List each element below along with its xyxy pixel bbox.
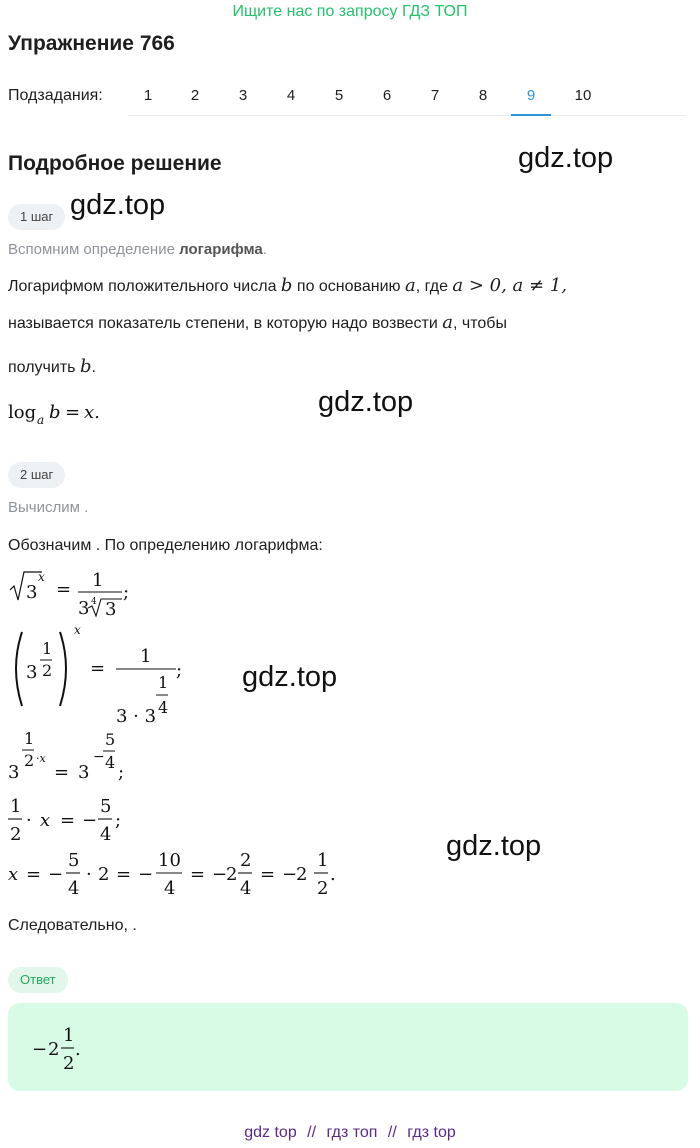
tab-4[interactable]: 4: [286, 87, 296, 104]
step-1-hint-bold: логарифма: [179, 241, 263, 258]
period: .: [330, 864, 336, 885]
minus: −: [32, 1039, 48, 1060]
tab-7[interactable]: 7: [430, 87, 440, 104]
frac-den: 2: [10, 824, 22, 845]
minus: −: [212, 864, 228, 885]
footer-link[interactable]: гдз топ: [326, 1124, 378, 1141]
footer-link[interactable]: gdz top: [244, 1124, 297, 1141]
frac-den: 2: [63, 1053, 75, 1074]
equation-5: [8, 848, 348, 902]
subtasks-tabs: [128, 78, 686, 116]
watermark: gdz.top: [70, 189, 166, 221]
minus: −: [138, 864, 154, 885]
root-index: 4: [91, 597, 97, 607]
numerator: 1: [140, 646, 152, 667]
frac-num: 5: [100, 796, 112, 817]
log-text: log: [8, 402, 37, 423]
eq-sign: =: [90, 658, 106, 679]
exp-num: 5: [105, 730, 116, 749]
eq-sign: =: [60, 810, 76, 831]
answer-value: [32, 1024, 102, 1074]
minus: −: [48, 864, 64, 885]
dot: ·: [86, 864, 92, 885]
denominator: 3 · 3: [116, 706, 157, 727]
frac-num: 2: [240, 850, 252, 871]
whole: 2: [48, 1039, 60, 1060]
tab-8[interactable]: 8: [478, 87, 488, 104]
tab-10[interactable]: 10: [574, 87, 592, 104]
page-title: Упражнение 766: [8, 32, 175, 55]
step-1-hint-suffix: .: [262, 241, 267, 258]
minus: −: [282, 864, 298, 885]
tab-2[interactable]: 2: [190, 87, 200, 104]
math-condition: a > 0, a ≠ 1,: [452, 275, 567, 296]
subtasks-label: Подзадания:: [8, 87, 103, 104]
text: по основанию: [292, 278, 405, 295]
tab-5[interactable]: 5: [334, 87, 344, 104]
frac-den: 4: [100, 824, 112, 845]
dot: ·: [26, 810, 32, 831]
step-2-hint: Вычислим .: [8, 499, 89, 516]
step-1-badge: 1 шаг: [8, 204, 65, 230]
eq-sign: =: [56, 579, 72, 600]
base-3: 3: [8, 762, 20, 783]
equation-3: [8, 728, 158, 788]
watermark: gdz.top: [446, 830, 542, 862]
definition-line-1: [8, 276, 567, 297]
log-arg: b: [49, 402, 61, 423]
step-1-hint: [8, 241, 267, 258]
text: , чтобы: [453, 315, 507, 332]
numerator: 1: [92, 570, 104, 591]
var-x: x: [40, 810, 51, 831]
semicolon: ;: [176, 660, 183, 681]
eq-sign: =: [260, 864, 276, 885]
text: Логарифмом положительного числа: [8, 278, 281, 295]
period: .: [75, 1039, 81, 1060]
tab-1[interactable]: 1: [143, 87, 153, 104]
equation-1: [8, 566, 148, 624]
step-2-badge: 2 шаг: [8, 462, 65, 488]
frac-num: 1: [10, 796, 22, 817]
whole: 2: [296, 864, 308, 885]
exp-den: 2: [42, 661, 53, 680]
log-result: x.: [84, 402, 100, 423]
eq-sign: =: [116, 864, 132, 885]
frac-num: 1: [63, 1025, 75, 1046]
log-base: a: [37, 413, 45, 427]
step-1-hint-prefix: Вспомним определение: [8, 241, 180, 258]
exp-x: ·x: [36, 752, 46, 765]
math-var: b: [79, 356, 92, 377]
footer-separator: //: [307, 1124, 317, 1141]
exp-den: 4: [158, 698, 169, 717]
footer-links: [0, 1124, 700, 1142]
equation-2: [8, 622, 198, 728]
answer-badge: Ответ: [8, 967, 68, 993]
eq-sign: =: [26, 864, 42, 885]
tab-9[interactable]: 9: [511, 78, 551, 116]
number: 2: [98, 864, 110, 885]
watermark: gdz.top: [518, 142, 614, 174]
minus: −: [82, 810, 98, 831]
whole: 2: [226, 864, 238, 885]
frac-num: 5: [68, 850, 80, 871]
exponent-x: x: [74, 623, 81, 637]
base-3: 3: [26, 662, 38, 683]
exp-den: 4: [105, 753, 116, 772]
equation-4: [8, 794, 148, 848]
math-var: a: [404, 275, 416, 296]
eq-sign: =: [54, 762, 70, 783]
watermark: gdz.top: [318, 386, 414, 418]
base-3: 3: [78, 762, 90, 783]
eq-sign: =: [65, 402, 81, 423]
frac-den: 4: [240, 878, 252, 899]
semicolon: ;: [123, 582, 130, 603]
exp-den: 2: [24, 751, 35, 770]
exp-num: 1: [158, 673, 169, 692]
radicand: 3: [105, 599, 117, 620]
tab-6[interactable]: 6: [382, 87, 392, 104]
step-2-intro: Обозначим . По определению логарифма:: [8, 537, 323, 554]
eq-sign: =: [190, 864, 206, 885]
frac-num: 1: [317, 850, 329, 871]
minus: −: [93, 749, 105, 765]
tab-3[interactable]: 3: [238, 87, 248, 104]
exp-num: 1: [24, 729, 35, 748]
top-banner: Ищите нас по запросу ГДЗ ТОП: [232, 3, 468, 20]
frac-num: 10: [158, 850, 181, 871]
var-x: x: [8, 864, 19, 885]
exp-num: 1: [42, 639, 53, 658]
semicolon: ;: [118, 762, 125, 783]
text: .: [91, 359, 96, 376]
frac-den: 2: [317, 878, 329, 899]
solution-heading: Подробное решение: [8, 152, 222, 175]
math-var: b: [280, 275, 293, 296]
semicolon: ;: [115, 810, 122, 831]
frac-den: 4: [164, 878, 176, 899]
math-var: a: [442, 312, 453, 333]
exponent-x: x: [38, 570, 45, 584]
footer-separator: //: [387, 1124, 397, 1141]
frac-den: 4: [68, 878, 80, 899]
definition-line-3: [8, 357, 96, 378]
watermark: gdz.top: [242, 661, 338, 693]
radicand: 3: [26, 582, 38, 603]
footer-link[interactable]: гдз top: [407, 1124, 456, 1141]
text: получить: [8, 359, 80, 376]
text: называется показатель степени, в которую надо возвести: [8, 315, 443, 332]
log-formula: [8, 396, 128, 430]
denominator-3: 3: [78, 598, 90, 619]
text: , где: [415, 278, 453, 295]
answer-box: [8, 1003, 688, 1091]
definition-line-2: [8, 313, 507, 334]
conclusion-text: Следовательно, .: [8, 917, 137, 934]
